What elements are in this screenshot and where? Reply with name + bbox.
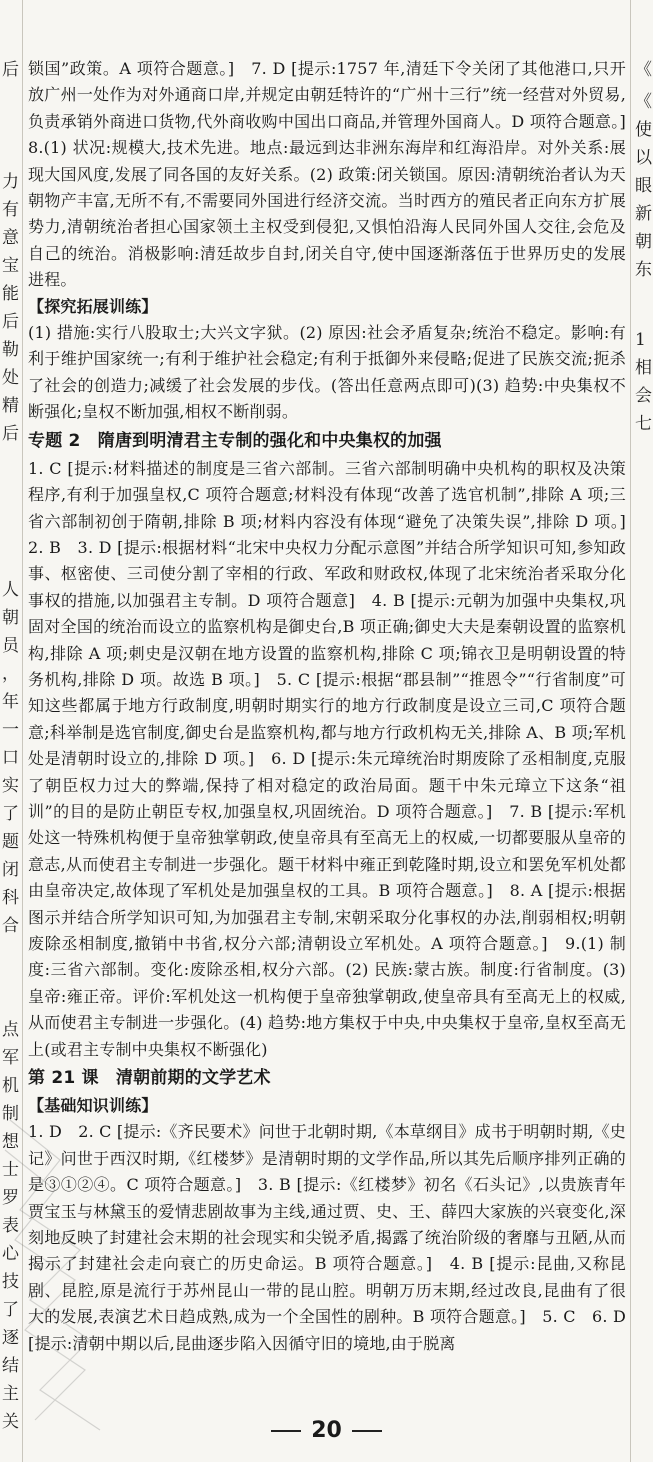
lesson-heading: 第 21 课 清朝前期的文学艺术 bbox=[28, 1068, 271, 1089]
margin-char: 人 bbox=[2, 580, 19, 600]
margin-char: 主 bbox=[2, 1384, 19, 1404]
margin-char: 军 bbox=[2, 1048, 19, 1068]
topic-heading: 专题 2 隋唐到明清君主专制的强化和中央集权的加强 bbox=[28, 430, 442, 451]
margin-char: 实 bbox=[2, 776, 19, 796]
margin-char: 使 bbox=[635, 120, 652, 140]
right-margin-fragment bbox=[630, 0, 653, 1462]
section-label-basic: 【基础知识训练】 bbox=[28, 1096, 158, 1116]
margin-char: 年 bbox=[2, 692, 19, 712]
margin-char: 了 bbox=[2, 804, 19, 824]
margin-char: 朝 bbox=[635, 232, 652, 252]
margin-char: 口 bbox=[2, 748, 19, 768]
margin-char: 士 bbox=[2, 1160, 19, 1180]
margin-char: 会 bbox=[635, 386, 652, 406]
margin-char: 后 bbox=[2, 424, 19, 444]
answer-paragraph: (1) 措施:实行八股取士;大兴文字狱。(2) 原因:社会矛盾复杂;统治不稳定。影响:有利于维护国家统一;有利于维护社会稳定;有利于抵御外来侵略;促进了民族交流;扼杀了社会的创造力;减缓了社会发展的步伐。(答出任意两点即可)(3) 趋势:中央集权不断强化;皇权不断加强,相权不断削弱。 bbox=[28, 323, 626, 422]
margin-char: 结 bbox=[2, 1356, 19, 1376]
margin-char: 眼 bbox=[635, 176, 652, 196]
margin-char: 能 bbox=[2, 284, 19, 304]
margin-char: 意 bbox=[2, 228, 19, 248]
margin-char: 以 bbox=[635, 148, 652, 168]
margin-char: 1 bbox=[635, 330, 646, 350]
answer-paragraph: 1. D 2. C [提示:《齐民要术》问世于北朝时期,《本草纲目》成书于明朝时期,《史记》问世于西汉时期,《红楼梦》是清朝时期的文学作品,所以其先后顺序排列正确的是③①②④。C 项符合题意。] 3. B [提示:《红楼梦》初名《石头记》,以贵族青年贾宝玉与林黛玉的爱情悲剧故事为主线,通过贾、史、王、薛四大家族的兴衰变化,深刻地反映了封建社会末期的社会现实和尖锐矛盾,揭露了统治阶级的奢靡与丑陋,从而揭示了封建社会走向衰亡的历史命运。B 项符合题意。] 4. B [提示:昆曲,又称昆剧、昆腔,原是流行于苏州昆山一带的昆山腔。明朝万历末期,经过改良,昆曲有了很大的发展,表演艺术日趋成熟,成为一个全国性的剧种。B 项符合题意。] 5. C 6. D [提示:清朝中期以后,昆曲逐步陷入因循守旧的境地,由于脱离 bbox=[28, 1122, 626, 1353]
margin-char: 闭 bbox=[2, 860, 19, 880]
margin-char: 想 bbox=[2, 1132, 19, 1152]
answer-paragraph: 1. C [提示:材料描述的制度是三省六部制。三省六部制明确中央机构的职权及决策程序,有利于加强皇权,C 项符合题意;材料没有体现“改善了选官机制”,排除 A 项;三省六部制初创于隋朝,排除 B 项;材料内容没有体现“避免了决策失误”,排除 D 项。] 2. B 3. D [提示:根据材料“北宋中央权力分配示意图”并结合所学知识可知,参知政事、枢密使、三司使分割了宰相的行政、军政和财政权,体现了北宋统治者采取分化事权的措施,以加强君主专制。D 项符合题意] 4. B [提示:元朝为加强中央集权,巩固对全国的统治而设立的监察机构是御史台,B 项正确;御史大夫是秦朝设置的监察机构,排除 A 项;刺史是汉朝在地方设置的监察机构,排除 C 项;锦衣卫是明朝设置的特务机构,排除 D 项。故选 B 项。] 5. C [提示:根据“郡县制”“推恩令”“行省制度”可知这些都属于地方行政制度,明朝时期实行的地方行政制度是设立三司,C 项符合题意;科举制是选官制度,御史台是监察机构,都与地方行政机构无关,排除 A、B 项;军机处是清朝时设立的,排除 D 项。] 6. D [提示:朱元璋统治时期废除了丞相制度,克服了朝臣权力过大的弊端,保持了相对稳定的政治局面。题干中朱元璋立下这条“祖训”的目的是防止朝臣专权,加强皇权,巩固统治。D 项符合题意。] 7. B [提示:军机处这一特殊机构便于皇帝独掌朝政,使皇帝具有至高无上的权威,一切都要服从皇帝的意志,从而使君主专制进一步强化。题干材料中雍正到乾隆时期,设立和罢免军机处都由皇帝决定,故体现了军机处是加强皇权的工具。B 项符合题意。] 8. A [提示:根据图示并结合所学知识可知,为加强君主专制,宋朝采取分化事权的办法,削弱相权;明朝废除丞相制度,撤销中书省,权分六部;清朝设立军机处。A 项符合题意。] 9.(1) 制度:三省六部制。变化:废除丞相,权分六部。(2) 民族:蒙古族。制度:行省制度。(3) 皇帝:雍正帝。评价:军机处这一机构便于皇帝独掌朝政,使皇帝具有至高无上的权威,从而使君主专制进一步强化。(4) 趋势:地方集权于中央,中央集权于皇帝,皇权至高无上(或君主专制中央集权不断强化) bbox=[28, 458, 643, 1059]
margin-char: 力 bbox=[2, 172, 19, 192]
margin-char: 表 bbox=[2, 1216, 19, 1236]
margin-char: 科 bbox=[2, 888, 19, 908]
answer-page-body bbox=[28, 56, 643, 1357]
left-margin-fragment bbox=[0, 0, 23, 1462]
margin-char: 了 bbox=[2, 1300, 19, 1320]
margin-char: 有 bbox=[2, 200, 19, 220]
margin-char: 制 bbox=[2, 1104, 19, 1124]
margin-char: 后 bbox=[2, 312, 19, 332]
margin-char: 《 bbox=[635, 60, 652, 80]
margin-char: 员 bbox=[2, 636, 19, 656]
margin-char: 精 bbox=[2, 396, 19, 416]
margin-char: 心 bbox=[2, 1244, 19, 1264]
margin-char: 技 bbox=[2, 1272, 19, 1292]
margin-char: 题 bbox=[2, 832, 19, 852]
margin-char: 七 bbox=[635, 414, 652, 434]
margin-char: 处 bbox=[2, 368, 19, 388]
margin-char: 罗 bbox=[2, 1188, 19, 1208]
margin-char: 机 bbox=[2, 1076, 19, 1096]
margin-char: 合 bbox=[2, 916, 19, 936]
page-number-dash-left bbox=[271, 1430, 301, 1432]
margin-char: 后 bbox=[2, 60, 19, 80]
section-label-explore: 【探究拓展训练】 bbox=[28, 296, 158, 316]
margin-char: ， bbox=[2, 664, 19, 684]
margin-char: 一 bbox=[2, 720, 19, 740]
margin-char: 东 bbox=[635, 260, 652, 280]
page-number bbox=[0, 1418, 653, 1443]
margin-char: 新 bbox=[635, 204, 652, 224]
margin-char: 点 bbox=[2, 1020, 19, 1040]
margin-char: 朝 bbox=[2, 608, 19, 628]
margin-char: 《 bbox=[635, 92, 652, 112]
page-number-text: 20 bbox=[311, 1418, 342, 1443]
page-number-dash-right bbox=[352, 1430, 382, 1432]
answer-paragraph: 锁国”政策。A 项符合题意。] 7. D [提示:1757 年,清廷下令关闭了其他港口,只开放广州一处作为对外通商口岸,并规定由朝廷特许的“广州十三行”统一经营对外贸易,负责承销外商进口货物,代外商收购中国出口商品,并管理外国商人。D 项符合题意。] 8.(1) 状况:规模大,技术先进。地点:最远到达非洲东海岸和红海沿岸。对外关系:展现大国风度,发展了同各国的友好关系。(2) 政策:闭关锁国。原因:清朝统治者认为天朝物产丰富,无所不有,不需要同外国进行经济交流。当时西方的殖民者正向东方扩展势力,清朝统治者担心国家领土主权受到侵犯,又惧怕沿海人民同外国人交往,会危及自己的统治。消极影响:清廷故步自封,闭关自守,使中国逐渐落伍于世界历史的发展进程。 bbox=[28, 59, 643, 290]
margin-char: 宝 bbox=[2, 256, 19, 276]
margin-char: 逐 bbox=[2, 1328, 19, 1348]
margin-char: 勒 bbox=[2, 340, 19, 360]
margin-char: 相 bbox=[635, 358, 652, 378]
margin-char: 关 bbox=[2, 1412, 19, 1432]
